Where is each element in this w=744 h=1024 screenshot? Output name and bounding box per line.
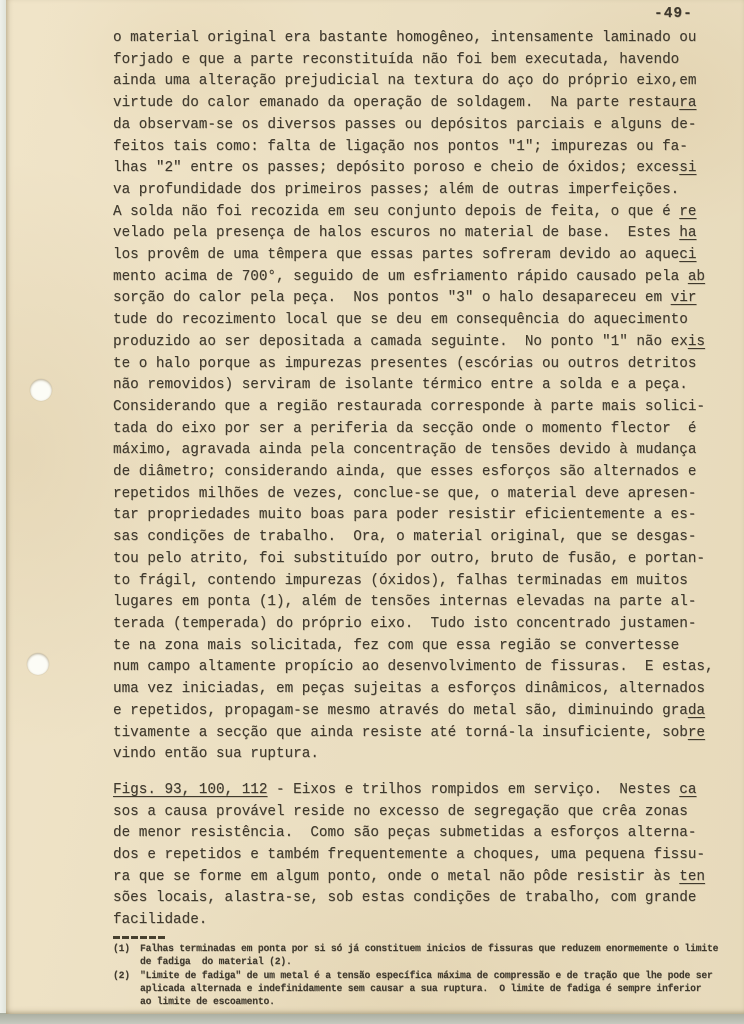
text-segment: va profundidade dos primeiros passes; além de outras imperfeições. <box>113 181 680 198</box>
text-segment: los provêm de uma têmpera que essas partes sofreram devido ao aque <box>113 247 680 264</box>
text-line <box>113 679 727 701</box>
document-page <box>6 0 744 1014</box>
text-line <box>113 245 727 267</box>
footnote-line: de fadiga do material (2). <box>140 955 292 967</box>
text-segment: da observam-se os diversos passes ou depósitos parciais e alguns de- <box>113 116 697 133</box>
text-line <box>113 115 727 137</box>
underlined-fragment: Figs. 93, 100, 112 <box>113 781 268 798</box>
scanner-background-bottom <box>0 1013 744 1024</box>
footnote-line: aplicada alternada e indefinidamente sem causar a sua ruptura. O limite de fadiga é sempre inferior <box>140 983 702 995</box>
text-segment: te na zona mais solicitada, fez com que essa região se convertesse <box>113 637 680 654</box>
text-segment: sos a causa provável reside no excesso de segregação que crêa zonas <box>113 803 688 820</box>
text-line <box>113 137 727 159</box>
underlined-fragment: re <box>679 203 697 220</box>
text-line <box>113 93 727 115</box>
paragraph-body <box>113 28 727 766</box>
text-line <box>113 375 727 397</box>
text-segment: mento acima de 700°, seguido de um esfriamento rápido causado pela <box>113 268 688 285</box>
footnote-text <box>140 943 727 969</box>
footnote-marker: (1) <box>113 942 130 954</box>
body-text <box>113 28 727 1009</box>
text-segment: velado pela presença de halos escuros no material de base. Estes <box>113 225 680 242</box>
text-segment: virtude do calor emanado da operação de soldagem. Na parte restau <box>113 95 680 112</box>
text-line <box>113 867 727 889</box>
text-line <box>113 397 727 419</box>
footnote-line: "Limite de fadiga" de um metal é a tensão específica máxima de compressão e de tração que lhe pode ser <box>140 970 713 982</box>
text-line <box>113 440 727 462</box>
punch-hole-top <box>30 379 52 401</box>
text-segment: sorção do calor pela peça. Nos pontos "3" o halo desapareceu em <box>113 290 671 307</box>
text-line <box>113 701 727 723</box>
underlined-fragment: ten <box>679 868 705 885</box>
text-segment: de menor resistência. Como são peças submetidas a esforços alterna- <box>113 825 697 842</box>
footnotes-section <box>113 943 727 1009</box>
text-line <box>113 419 727 441</box>
text-line <box>113 744 727 766</box>
text-segment: não removidos) serviram de isolante térmico entre a solda e a peça. <box>113 377 688 394</box>
text-segment: terada (temperada) do próprio eixo. Tudo isto concentrado justamen- <box>113 615 697 632</box>
text-line <box>113 223 727 245</box>
text-segment: sões locais, alastra-se, sob estas condições de trabalho, com grande <box>113 890 697 907</box>
text-segment: dos e repetidos e também frequentemente a choques, uma pequena fissu- <box>113 847 705 864</box>
text-line <box>113 888 727 910</box>
text-segment: e repetidos, propagam-se mesmo através do metal são, diminuindo gra <box>113 702 688 719</box>
text-segment: lugares em ponta (1), além de tensões internas elevadas na parte al- <box>113 594 697 611</box>
text-line <box>113 505 727 527</box>
text-segment: facilidade. <box>113 912 208 929</box>
footnote-text <box>140 970 727 1008</box>
paragraphs-container <box>113 28 727 932</box>
text-line <box>113 158 727 180</box>
text-line <box>113 484 727 506</box>
text-line <box>113 354 727 376</box>
text-segment: num campo altamente propício ao desenvolvimento de fissuras. E estas, <box>113 659 714 676</box>
underlined-fragment: ha <box>679 225 697 242</box>
text-line <box>113 845 727 867</box>
text-segment: tar propriedades muito boas para poder resistir eficientemente a es- <box>113 507 697 524</box>
text-segment: tou pelo atrito, foi substituído por outro, bruto de fusão, e portan- <box>113 550 705 567</box>
text-line <box>113 571 727 593</box>
text-line <box>113 802 727 824</box>
underlined-fragment: ca <box>679 781 697 798</box>
footnote-1 <box>113 943 727 969</box>
text-segment: de diâmetro; considerando ainda, que esses esforços são alternados e <box>113 464 697 481</box>
text-line <box>113 462 727 484</box>
text-segment: sas condições de trabalho. Ora, o material original, que se desgas- <box>113 529 697 546</box>
text-segment: Considerando que a região restaurada corresponde à parte mais solici- <box>113 398 705 415</box>
text-line <box>113 592 727 614</box>
footnote-2 <box>113 970 727 1008</box>
text-segment: tivamente a secção que ainda resiste até torná-la insuficiente, sob <box>113 724 688 741</box>
punch-hole-bottom <box>27 653 49 675</box>
text-line <box>113 180 727 202</box>
text-line <box>113 332 727 354</box>
underlined-fragment: ra <box>679 95 697 112</box>
text-line <box>113 549 727 571</box>
text-line <box>113 723 727 745</box>
text-segment: tude do recozimento local que se deu em consequência do aquecimento <box>113 312 688 329</box>
text-line <box>113 50 727 72</box>
text-segment: repetidos milhões de vezes, conclue-se que, o material deve apresen- <box>113 485 697 502</box>
text-line <box>113 614 727 636</box>
underlined-fragment: da <box>687 702 706 719</box>
text-line <box>113 202 727 224</box>
footnote-line: Falhas terminadas em ponta por si só já constituem inicios de fissuras que reduzem enormemente o limite <box>140 942 719 954</box>
underlined-fragment: vir <box>670 290 697 307</box>
text-line <box>113 636 727 658</box>
footnote-marker: (2) <box>113 970 130 982</box>
text-line <box>113 910 727 932</box>
text-segment: to frágil, contendo impurezas (óxidos), falhas terminadas em muitos <box>113 572 688 589</box>
text-segment: ainda uma alteração prejudicial na textura do aço do próprio eixo,em <box>113 73 697 90</box>
footnote-separator <box>113 936 165 939</box>
text-segment: lhas "2" entre os passes; depósito poroso e cheio de óxidos; exces <box>113 160 680 177</box>
text-line <box>113 780 727 802</box>
text-segment: te o halo porque as impurezas presentes (escórias ou outros detritos <box>113 355 697 372</box>
underlined-fragment: si <box>679 160 697 177</box>
text-line <box>113 267 727 289</box>
text-segment: ra que se forme em algum ponto, onde o metal não pôde resistir às <box>113 868 680 885</box>
text-line <box>113 288 727 310</box>
text-segment: forjado e que a parte reconstituída não foi bem executada, havendo <box>113 51 680 68</box>
text-segment: - Eixos e trilhos rompidos em serviço. Nestes <box>267 781 680 798</box>
underlined-fragment: re <box>687 724 706 741</box>
text-line <box>113 28 727 50</box>
text-line <box>113 823 727 845</box>
text-line <box>113 310 727 332</box>
text-segment: vindo então sua ruptura. <box>113 746 319 763</box>
underlined-fragment: ci <box>679 247 697 264</box>
text-segment: uma vez iniciadas, em peças sujeitas a esforços dinâmicos, alternados <box>113 681 705 698</box>
text-segment: feitos tais como: falta de ligação nos pontos "1"; impurezas ou fa- <box>113 138 688 155</box>
underlined-fragment: ab <box>687 268 706 285</box>
text-line <box>113 71 727 93</box>
footnote-line: ao limite de escoamento. <box>140 996 275 1008</box>
paragraph-figs <box>113 780 727 932</box>
text-segment: produzido ao ser depositada a camada seguinte. No ponto "1" não ex <box>113 333 688 350</box>
text-line <box>113 527 727 549</box>
page-number: -49- <box>654 6 693 22</box>
underlined-fragment: is <box>687 333 706 350</box>
text-segment: tada do eixo por ser a periferia da secção onde o momento flector é <box>113 420 697 437</box>
text-segment: máximo, agravada ainda pela concentração de tensões devido à mudança <box>113 442 697 459</box>
text-segment: A solda não foi recozida em seu conjunto depois de feita, o que é <box>113 203 680 220</box>
text-segment: o material original era bastante homogêneo, intensamente laminado ou <box>113 30 697 46</box>
text-line <box>113 657 727 679</box>
